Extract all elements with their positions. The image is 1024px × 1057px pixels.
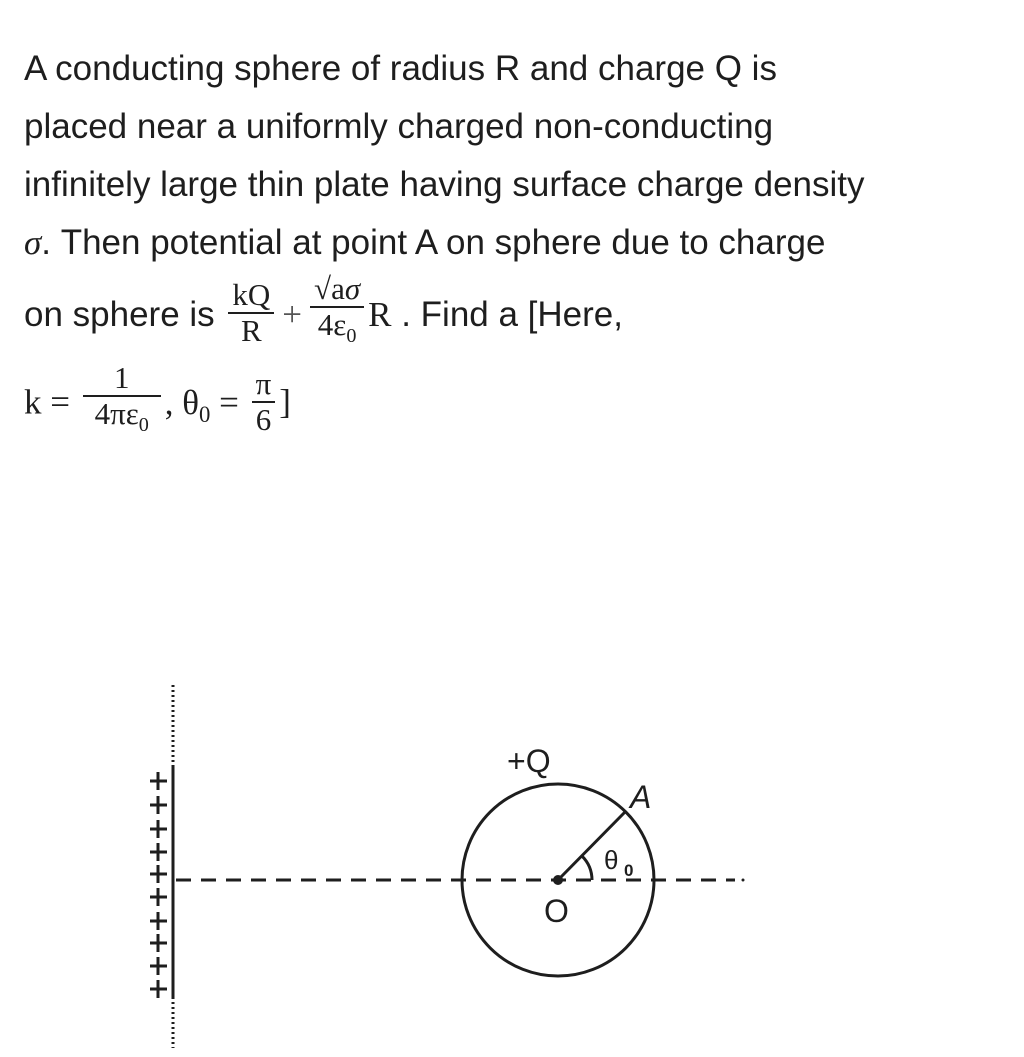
sigma-symbol: σ [24, 223, 42, 262]
fraction-sqrt-a-sigma [310, 272, 364, 353]
fraction-pi-over-6 [252, 367, 276, 437]
plus-sign-icon [150, 796, 167, 814]
denominator-text: 4ε [317, 307, 347, 342]
fraction-denominator: R [241, 312, 262, 348]
denominator-text: 4πε [94, 396, 139, 432]
theta-label [164, 382, 239, 427]
line-5-prefix: on sphere is [24, 294, 215, 334]
k-label: k = [24, 382, 70, 422]
fraction-numerator: 1 [83, 361, 161, 397]
line-5-suffix: . Find a [Here, [401, 294, 623, 334]
plate-charges [150, 772, 167, 998]
question-line-4-text: . Then potential at point A on sphere due to charge [41, 223, 826, 262]
theta-subscript: 0 [624, 861, 634, 880]
plus-sign-icon [150, 912, 167, 930]
angle-arc [582, 856, 592, 880]
fraction-denominator [310, 308, 364, 353]
physics-diagram [0, 640, 1024, 1052]
fraction-denominator: 6 [255, 401, 272, 437]
center-o-label: O [544, 893, 569, 929]
radius-symbol: R [368, 294, 392, 334]
plus-operator: + [282, 294, 303, 334]
fraction-kq-over-r [228, 278, 274, 348]
subscript: 0 [346, 325, 357, 348]
subscript: 0 [199, 401, 211, 427]
question-line-5 [24, 271, 1004, 357]
plus-sign-icon [150, 843, 167, 861]
fraction-k-definition [83, 361, 161, 442]
plus-sign-icon [150, 865, 167, 883]
question-line-4 [24, 214, 1004, 272]
question-line-6 [24, 360, 1004, 446]
equals: = [210, 382, 239, 422]
question-line-3: infinitely large thin plate having surface charge density [24, 165, 865, 204]
plus-sign-icon [150, 772, 167, 790]
diagram-svg [0, 640, 1024, 1052]
charge-label: +Q [507, 743, 551, 779]
plus-sign-icon [150, 957, 167, 975]
plus-sign-icon [150, 888, 167, 906]
plus-sign-icon [150, 934, 167, 952]
plus-sign-icon [150, 980, 167, 998]
theta-label: θ [604, 845, 619, 875]
plus-sign-icon [150, 820, 167, 838]
center-point [553, 875, 563, 885]
question-line-2: placed near a uniformly charged non-conducting [24, 107, 774, 146]
subscript: 0 [138, 414, 149, 437]
axis-end-dot [742, 879, 745, 882]
fraction-numerator: kQ [228, 278, 274, 314]
closing-bracket: ] [279, 382, 291, 422]
point-a-label: A [630, 779, 652, 815]
theta-symbol: , θ [164, 382, 200, 422]
sqrt-argument: a [331, 271, 345, 306]
fraction-denominator [83, 397, 161, 442]
question-line-1: A conducting sphere of radius R and charge Q is [24, 49, 777, 88]
fraction-numerator: π [252, 367, 276, 403]
sigma-symbol: σ [344, 271, 361, 306]
question-text [24, 40, 1004, 446]
fraction-numerator: √aσ [310, 272, 364, 308]
